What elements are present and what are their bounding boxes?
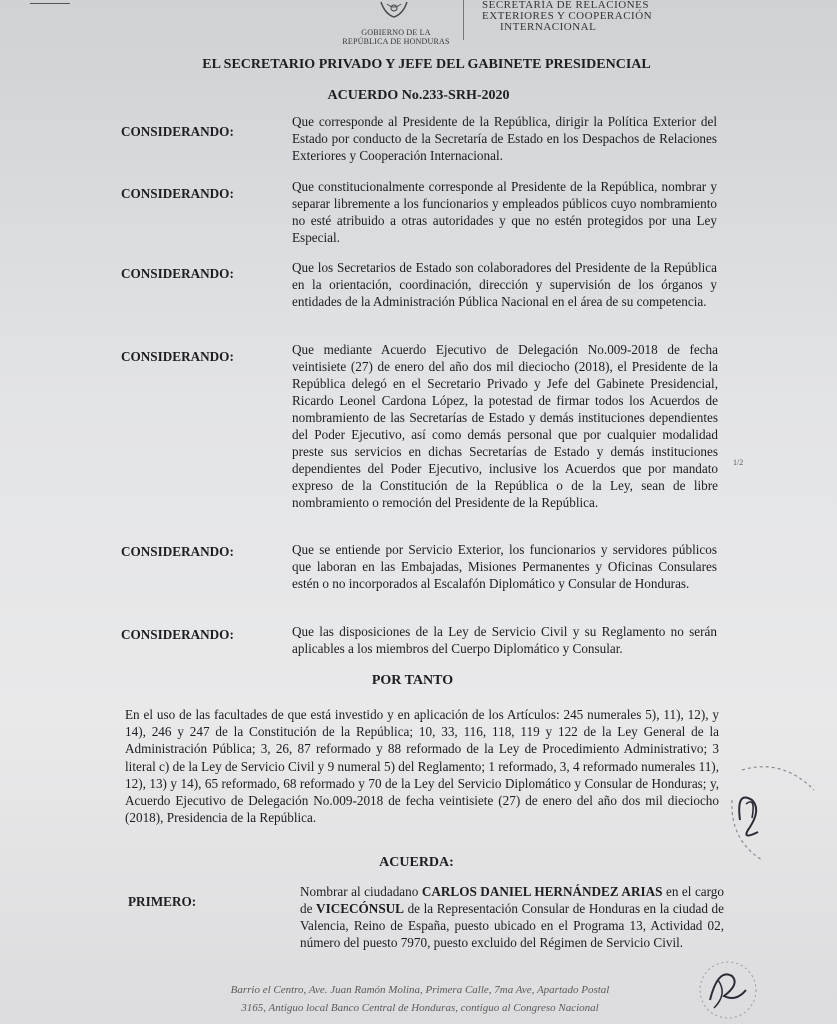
ministry-line-3: INTERNACIONAL [500,21,597,33]
agreement-number: ACUERDO No.233-SRH-2020 [327,88,510,103]
footer-address-line-1: Barrio el Centro, Ave. Juan Ramón Molina, Primera Calle, 7ma Ave, Apartado Postal [230,984,610,996]
document-title: EL SECRETARIO PRIVADO Y JEFE DEL GABINETE PRESIDENCIAL [202,57,651,72]
considerando-text-6: Que las disposiciones de la Ley de Servicio Civil y su Reglamento no serán aplicables a los miembros del Cuerpo Diplomático y Consular. [292,624,717,656]
letterhead [0,0,837,52]
footer-address-line-2: 3165, Antiguo local Banco Central de Honduras, contiguo al Congreso Nacional [241,1002,599,1014]
considerando-text-4: Que mediante Acuerdo Ejecutivo de Delegación No.009-2018 de fecha veintisiete (27) de enero del año dos mil dieciocho (2018), el Presidente de la República delegó en el Secretario Privado y Jefe del Gabinete Presidencial, Ricardo Leonel Cardona López, la potestad de firmar todos los Acuerdos de nombramiento de las Secretarías de Estado y demás instituciones dependientes del Poder Ejecutivo, así como demás personal que por cualquier modalidad preste sus servicios en dichas Secretarías de Estado y demás instituciones dependientes del Poder Ejecutivo, inclusive los Acuerdos que por mandato expreso de la Constitución de la República o de la Ley, sean de libre nombramiento o remoción del Presidente de la República. [292,342,718,510]
considerando-label-4: CONSIDERANDO: [121,349,234,364]
government-line-2: REPÚBLICA DE HONDURAS [342,37,450,46]
ministry-line-1: SECRETARÍA DE RELACIONES [482,0,649,11]
considerando-label-5: CONSIDERANDO: [121,544,234,559]
ministry-name [482,0,672,33]
considerando-text-5: Que se entiende por Servicio Exterior, los funcionarios y servidores públicos que laboran en las Embajadas, Misiones Permanentes y Oficinas Consulares estén o no incorporados al Escalafón Diplomático y Consular de Honduras. [292,542,717,591]
appointee-role: VICECÓNSUL [316,901,404,916]
acuerda-heading: ACUERDA: [379,855,454,870]
signature-stamp-icon [688,950,768,1024]
primero-text [300,883,724,951]
considerando-label-3: CONSIDERANDO: [121,266,234,281]
seal-stamp-icon [722,760,822,870]
primero-part-3: de la Representación Consular de Honduras en la ciudad de Valencia, Reino de España, puesto ubicado en el Programa 13, Actividad 02, número del puesto 7970, puesto excluido del Régimen de Servicio Civil. [300,901,725,950]
coat-of-arms-icon [377,0,411,20]
considerando-text-1: Que corresponde al Presidente de la República, dirigir la Política Exterior del Estado por conducto de la Secretaría de Estado en los Despachos de Relaciones Exteriores y Cooperación Internacional. [292,114,717,163]
considerando-text-2: Que constitucionalmente corresponde al Presidente de la República, nombrar y separar libremente a los funcionarios y empleados públicos cuyo nombramiento no esté atribuido a otras autoridades y que no estén protegidos por una Ley Especial. [292,179,717,245]
appointee-name: CARLOS DANIEL HERNÁNDEZ ARIAS [421,884,663,899]
primero-part-2: en el cargo de [300,884,724,916]
header-divider [463,0,464,40]
ministry-line-2: EXTERIORES Y COOPERACIÓN [482,10,653,22]
government-name [336,28,456,46]
considerando-label-1: CONSIDERANDO: [121,124,234,139]
government-line-1: GOBIERNO DE LA [361,28,431,37]
primero-part-1: Nombrar al ciudadano [300,884,422,899]
page-mark: 1/2 [733,458,744,467]
considerando-text-3: Que los Secretarios de Estado son colaboradores del Presidente de la República en la orientación, coordinación, dirección y supervisión de los órganos y entidades de la Administración Pública Nacional en el área de su competencia. [292,260,717,309]
header-rule [30,3,70,4]
considerando-label-6: CONSIDERANDO: [121,627,234,642]
primero-label: PRIMERO: [128,894,197,909]
por-tanto-text: En el uso de las facultades de que está investido y en aplicación de los Artículos: 245 numerales 5), 11), 12), y 14), 246 y 247 de la Constitución de la República; 10, 33, 116, 118, 119 y 122 de la Ley General de la Administración Pública; 3, 26, 87 reformado y 88 reformado de la Ley de Procedimiento Administrativo; 3 literal c) de la Ley de Servicio Civil y 9 numeral 5) del Reglamento; 1 reformado, 3, 4 reformado numerales 11), 12), 13) y 14), 65 reformado, 68 reformado y 70 de la Ley del Servicio Diplomático y Consular de Honduras; y, Acuerdo Ejecutivo de Delegación No.009-2018 de fecha veintisiete (27) de enero del año dos mil dieciocho (2018), Presidencia de la República. [125,707,719,826]
por-tanto-heading: POR TANTO [371,673,454,688]
considerando-label-2: CONSIDERANDO: [121,186,234,201]
